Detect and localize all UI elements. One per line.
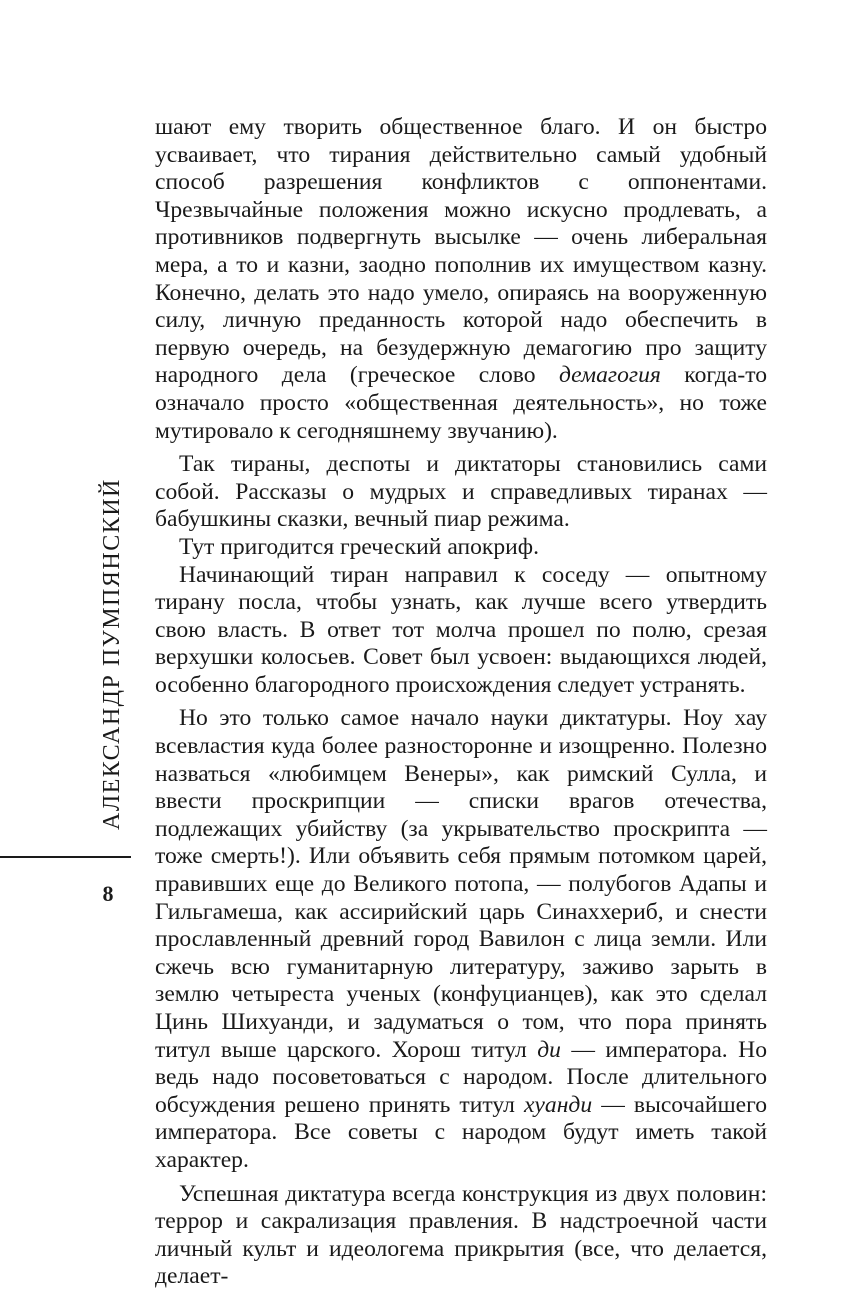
paragraph-4: Начинающий тиран направил к соседу — опытному тирану посла, чтобы узнать, как лучше всего утвердить свою власть. В ответ тот молча прошел по полю, срезая верхушки колосьев. Совет был усвоен: выдающихся людей, особенно благородного происхождения следует устранять. [155,561,767,698]
paragraph-1: шают ему творить общественное благо. И он быстро усваивает, что тирания действительно самый удобный способ разрешения конфликтов с оппонентами. Чрезвычайные положения можно искусно продлевать, а противников подвергнуть высылке — очень либеральная мера, а то и казни, заодно пополнив их имуществом казну. Конечно, делать это надо умело, опираясь на вооруженную силу, личную преданность которой надо обеспечить в первую очередь, на безудержную демагогию про защиту народного дела (греческое слово демагогия когда-то означало просто «общественная деятельность», но тоже мутировало к сегодняшнему звучанию). [155,114,767,444]
running-head: АЛЕКСАНДР ПУМПЯНСКИЙ [99,478,125,830]
paragraph-5: Но это только самое начало науки диктатуры. Ноу хау всевластия куда более разносторонне и изощренно. Полезно назваться «любимцем Венеры», как римский Сулла, и ввести проскрипции — списки врагов отечества, подлежащих убийству (за укрывательство проскрипта — тоже смерть!). Или объявить себя прямым потомком царей, правивших еще до Великого потопа, — полубогов Адапы и Гильгамеша, как ассирийский царь Синаххериб, и снести прославленный древний город Вавилон с лица земли. Или сжечь всю гуманитарную литературу, заживо зарыть в землю четыреста ученых (конфуцианцев), как это сделал Цинь Шихуанди, и задуматься о том, что пора принять титул выше царского. Хорош титул ди — императора. Но ведь надо посоветоваться с народом. После длительного обсуждения решено принять титул хуанди — высочайшего императора. Все советы с народом будут иметь такой характер. [155,705,767,1173]
italic-term: демагогия [558,362,661,389]
margin-rule [0,856,131,858]
paragraph-2: Так тираны, деспоты и диктаторы становились сами собой. Рассказы о мудрых и справедливых тиранах — бабушкины сказки, вечный пиар режима. [155,451,767,533]
body-text [155,114,767,1291]
italic-term: хуанди [523,1091,593,1118]
italic-term: ди [537,1036,561,1063]
paragraph-3: Тут пригодится греческий апокриф. [179,533,539,560]
paragraph-6: Успешная диктатура всегда конструкция из двух половин: террор и сакрализация правления. В надстроечной части личный культ и идеологема прикрытия (все, что делается, делает- [155,1180,767,1290]
page-number: 8 [102,881,114,906]
